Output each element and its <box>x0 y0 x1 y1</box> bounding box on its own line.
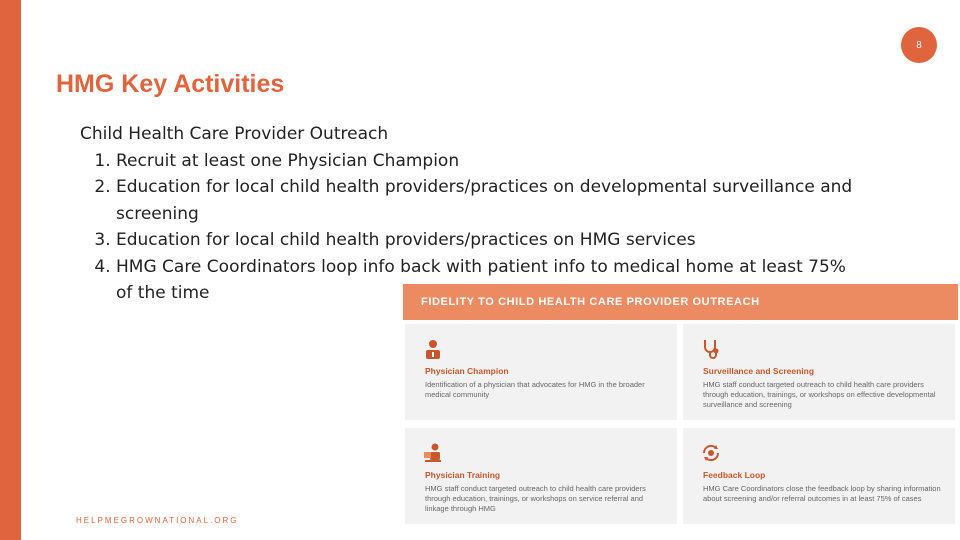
left-accent-bar <box>0 0 21 540</box>
page-number-badge <box>901 27 937 63</box>
training-icon <box>423 442 443 464</box>
physician-champion-cell <box>405 324 677 420</box>
list-item: 1. Recruit at least one Physician Champion <box>116 148 860 175</box>
cell-text: HMG Care Coordinators close the feedback loop by sharing information about screening and/or referral outcomes in at least 75% of cases <box>703 484 941 503</box>
physician-icon <box>423 338 443 360</box>
slide-body <box>80 121 860 307</box>
fidelity-card <box>403 284 958 524</box>
cell-text: Identification of a physician that advocates for HMG in the broader medical community <box>425 380 645 399</box>
cell-title: Feedback Loop <box>703 470 766 480</box>
cell-title: Surveillance and Screening <box>703 366 815 376</box>
cell-title: Physician Training <box>425 470 501 480</box>
slide-title: HMG Key Activities <box>56 70 285 98</box>
surveillance-screening-cell <box>683 324 955 420</box>
cell-text: HMG staff conduct targeted outreach to child health care providers through education, trainings, or workshops on service referral and linkage through HMG <box>425 484 646 513</box>
fidelity-card-title: FIDELITY TO CHILD HEALTH CARE PROVIDER OUTREACH <box>421 296 760 308</box>
list-item: 4. HMG Care Coordinators loop info back with patient info to medical home at least 75% of the time <box>116 254 860 307</box>
footer-url: HELPMEGROWNATIONAL.ORG <box>76 516 239 525</box>
section-heading: Child Health Care Provider Outreach <box>80 124 389 144</box>
activity-list <box>80 148 860 307</box>
cell-title: Physician Champion <box>425 366 509 376</box>
feedback-loop-icon <box>701 442 721 464</box>
cell-text: HMG staff conduct targeted outreach to child health care providers through education, trainings, or workshops on effective developmental surveillance and screening <box>703 380 936 409</box>
page-number: 8 <box>916 39 922 51</box>
fidelity-card-header <box>403 284 958 320</box>
physician-training-cell <box>405 428 677 524</box>
stethoscope-icon <box>701 338 721 360</box>
list-item: 2. Education for local child health providers/practices on developmental surveillance and screening <box>116 174 860 227</box>
list-item: 3. Education for local child health providers/practices on HMG services <box>116 227 860 254</box>
feedback-loop-cell <box>683 428 955 524</box>
